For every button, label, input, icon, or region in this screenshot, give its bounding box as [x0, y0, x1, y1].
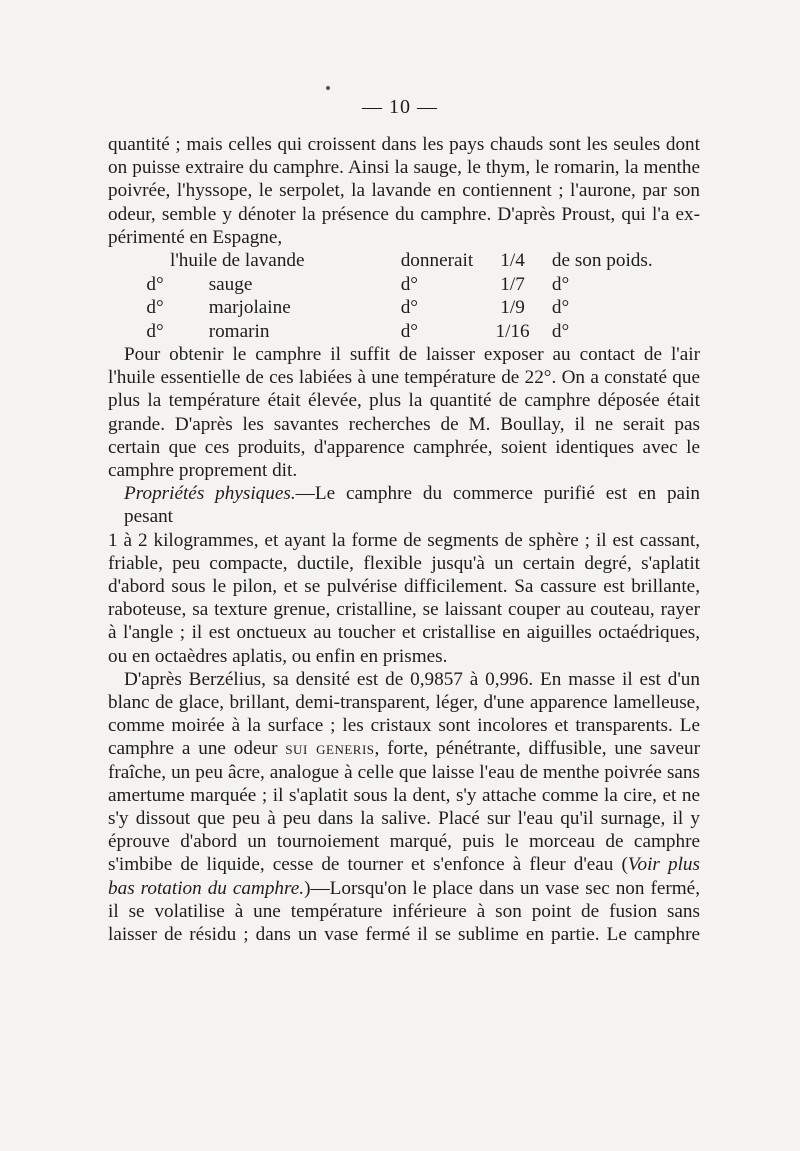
section-heading: Propriétés physiques. — [124, 483, 296, 505]
text-line: camphre proprement dit. — [108, 460, 298, 482]
text-line: l'huile essentielle de ces labiées à une température de 22°. On a constaté que — [108, 367, 700, 389]
ditto: d° — [400, 273, 418, 295]
text-line: ou en octaèdres aplatis, ou enfin en prismes. — [108, 645, 448, 667]
text-line: fraîche, un peu âcre, analogue à celle que laisse l'eau de menthe poivrée sans — [108, 761, 700, 783]
text-line: plus la température était élevée, plus la quantité de camphre déposée était — [108, 390, 700, 412]
text-line — [108, 853, 700, 876]
tail: d° — [551, 320, 570, 342]
tail: d° — [551, 273, 570, 295]
text-line: quantité ; mais celles qui croissent dans les pays chauds sont les seules dont — [108, 134, 700, 155]
tail: de son poids. — [551, 250, 653, 272]
text-line: Pour obtenir le camphre il suffit de laisser exposer au contact de l'air — [124, 344, 700, 366]
table-row — [108, 296, 700, 320]
text-line: d'abord sous le pilon, et se pulvérise difficilement. Sa cassure est brillante, — [108, 576, 700, 598]
text-line — [108, 737, 700, 760]
paragraph-intro — [108, 133, 700, 249]
text-line: poivrée, l'hyssope, le serpolet, la lavande en contiennent ; l'aurone, par son — [108, 180, 700, 202]
fraction: 1/4 — [500, 250, 525, 272]
text-line: à l'angle ; il est onctueux au toucher et cristallise en aiguilles octaédriques, — [108, 622, 700, 644]
text-run: s'imbibe de liquide, cesse de tourner et s'enfonce à fleur d'eau ( — [108, 854, 628, 876]
fraction: 1/7 — [500, 273, 525, 295]
text-run: —Le camphre du commerce purifié est en pain pesant — [124, 483, 701, 528]
ditto-lead: d° — [146, 273, 164, 295]
ink-speck — [326, 86, 330, 90]
text-line: s'y dissout que peu à peu dans la salive. Placé sur l'eau qu'il surnage, il y — [108, 808, 700, 830]
text-line: raboteuse, sa texture grenue, cristalline, se laissant couper au couteau, rayer — [108, 599, 700, 621]
page-number: — 10 — — [362, 96, 438, 118]
tail: d° — [551, 297, 570, 319]
text-line: 1 à 2 kilogrammes, et ayant la forme de segments de sphère ; il est cassant, — [108, 529, 700, 551]
text-line: blanc de glace, brillant, demi-transparent, léger, d'une apparence lamelleuse, — [108, 692, 700, 714]
body-text — [108, 133, 700, 946]
text-line: friable, peu compacte, ductile, flexible jusqu'à un certain degré, s'aplatit — [108, 552, 700, 574]
text-line: il se volatilise à une température inférieure à son point de fusion sans — [108, 900, 700, 922]
camphor-yield-table — [108, 249, 700, 343]
text-line: certain que ces produits, d'apparence camphrée, soient identiques avec le — [108, 436, 700, 458]
text-line: grande. D'après les savantes recherches de M. Boullay, il ne serait pas — [108, 413, 700, 435]
fraction: 1/16 — [495, 320, 530, 342]
paragraph-berzelius — [108, 668, 700, 946]
text-run: , forte, pénétrante, diffusible, une saveur — [374, 738, 700, 760]
text-line: périmenté en Espagne, — [108, 226, 283, 248]
paragraph-obtain — [108, 343, 700, 482]
cross-reference: Voir plus — [627, 854, 700, 876]
text-line: odeur, semble y dénoter la présence du camphre. D'après Proust, qui l'a ex- — [108, 203, 700, 225]
text-line: éprouve d'abord un tournoiement marqué, puis le morceau de camphre — [108, 831, 700, 853]
fraction: 1/9 — [500, 297, 525, 319]
ditto: d° — [400, 297, 418, 319]
oil-name: romarin — [208, 320, 270, 342]
ditto-lead: d° — [146, 320, 164, 342]
text-line: comme moirée à la surface ; les cristaux sont incolores et transparents. Le — [108, 715, 700, 737]
verb: donnerait — [400, 250, 474, 272]
ditto-lead: d° — [146, 297, 164, 319]
table-row — [108, 249, 700, 273]
text-line: amertume marquée ; il s'aplatit sous la dent, s'y attache comme la cire, et ne — [108, 784, 700, 806]
oil-name: l'huile de lavande — [170, 250, 305, 272]
text-line: on puisse extraire du camphre. Ainsi la sauge, le thym, le romarin, la menthe — [108, 157, 700, 179]
paragraph-physical-properties — [108, 482, 700, 668]
text-line — [108, 877, 700, 900]
text-run: camphre a une odeur — [108, 738, 286, 760]
oil-name: marjolaine — [208, 297, 291, 319]
text-line: D'après Berzélius, sa densité est de 0,9857 à 0,996. En masse il est d'un — [124, 668, 700, 690]
cross-reference: bas rotation du camphre. — [108, 877, 305, 899]
ditto: d° — [400, 320, 418, 342]
oil-name: sauge — [208, 273, 253, 295]
table-row — [108, 273, 700, 297]
sui-generis-term: sui generis — [285, 738, 375, 760]
table-row — [108, 320, 700, 344]
text-run: )—Lorsqu'on le place dans un vase sec non fermé, — [304, 877, 700, 899]
text-line: laisser de résidu ; dans un vase fermé il se sublime en partie. Le camphre — [108, 924, 700, 946]
text-line — [108, 482, 700, 528]
